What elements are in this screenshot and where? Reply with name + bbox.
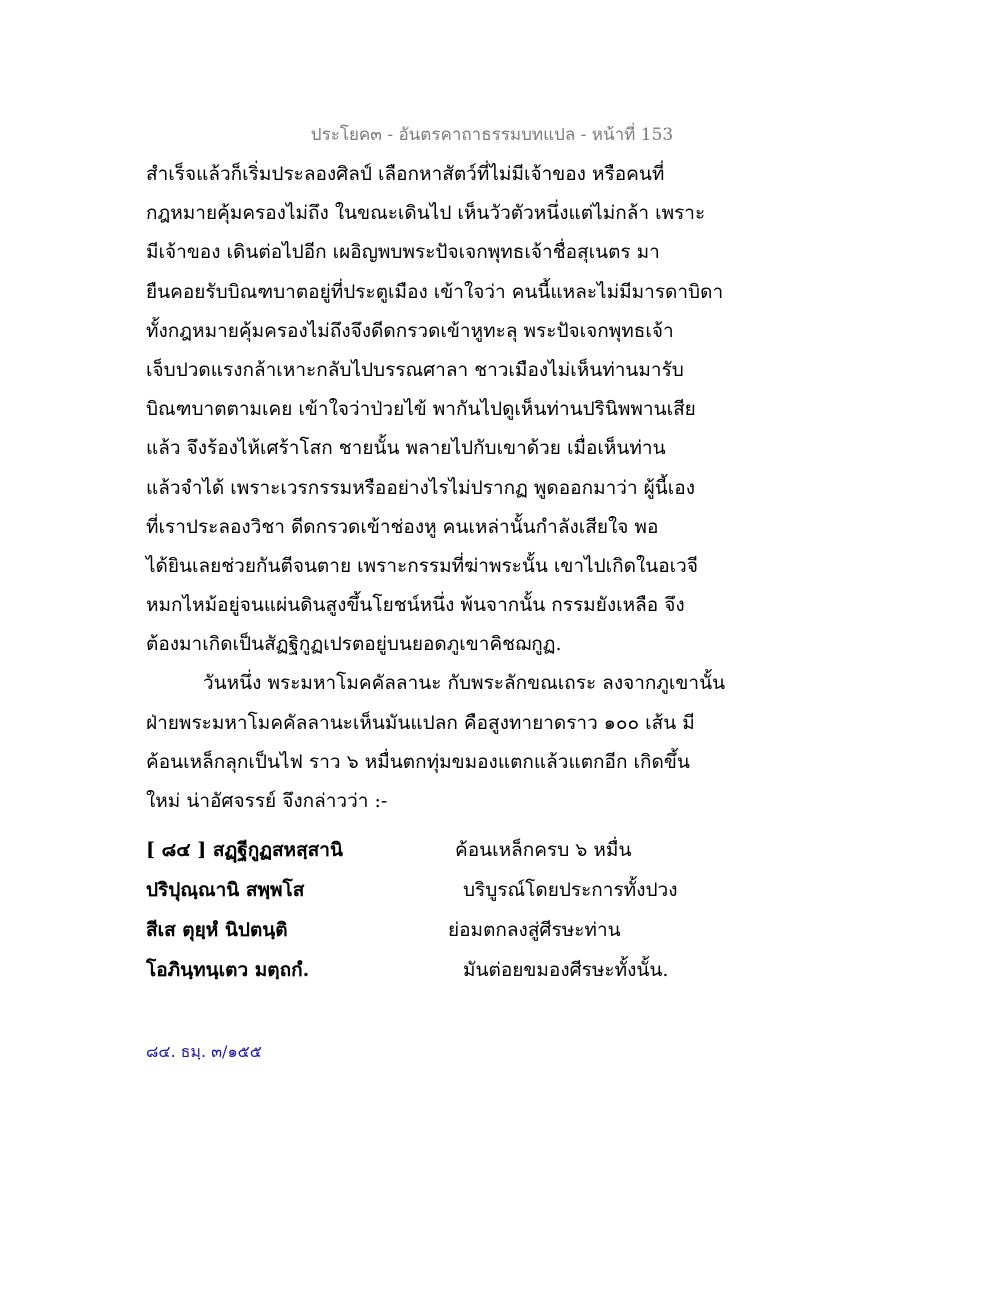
verse-pali: ปริปุณฺณานิ สพฺพโส — [146, 879, 305, 901]
text-line: ได้ยินเลยช่วยกันตีจนตาย เพราะกรรมที่ฆ่าพระนั้น เขาไปเกิดในอเวจี — [146, 554, 698, 577]
verse-translation: ย่อมตกลงสู่ศีรษะท่าน — [448, 919, 621, 941]
verse-row — [146, 950, 766, 990]
verse-translation: บริบูรณ์โดยประการทั้งปวง — [463, 879, 678, 901]
text-line: ใหม่ น่าอัศจรรย์ จึงกล่าวว่า :- — [146, 790, 388, 812]
verse-translation: ค้อนเหล็กครบ ๖ หมื่น — [455, 839, 632, 861]
verse-row — [146, 830, 766, 870]
text-line: หมกไหม้อยู่จนแผ่นดินสูงขึ้นโยชน์หนึ่ง พ้นจากนั้น กรรมยังเหลือ จึง — [146, 594, 685, 617]
verse-pali: สีเส ตุยฺหํ นิปตนฺติ — [146, 919, 288, 941]
text-line: สำเร็จแล้วก็เริ่มประลองศิลป์ เลือกหาสัตว์ที่ไม่มีเจ้าของ หรือคนที่ — [146, 163, 665, 185]
text-line: แล้ว จึงร้องไห้เศร้าโสก ชายนั้น พลายไปกับเขาด้วย เมื่อเห็นท่าน — [146, 437, 666, 460]
verse-row — [146, 910, 766, 950]
paragraph-first-line: วันหนึ่ง พระมหาโมคคัลลานะ กับพระลักขณเถระ ลงจากภูเขานั้น — [203, 672, 726, 695]
verse-translation: มันต่อยขมองศีรษะทั้งนั้น. — [463, 959, 669, 981]
verse-block — [146, 830, 766, 990]
text-line: กฎหมายคุ้มครองไม่ถึง ในขณะเดินไป เห็นวัวตัวหนึ่งแต่ไม่กล้า เพราะ — [146, 202, 706, 225]
text-line: บิณฑบาตตามเคย เข้าใจว่าป่วยไข้ พากันไปดูเห็นท่านปรินิพพานเสีย — [146, 398, 696, 421]
text-line: ทั้งกฎหมายคุ้มครองไม่ถึงจึงดีดกรวดเข้าหูทะลุ พระปัจเจกพุทธเจ้า — [146, 319, 674, 342]
text-line: ต้องมาเกิดเป็นสัฏฐิกูฏเปรตอยู่บนยอดภูเขาคิชฌกูฏ. — [146, 633, 562, 656]
running-title: ประโยค๓ - อันตรคาถาธรรมบทแปล - หน้าที่ 153 — [310, 125, 674, 145]
text-line: ยืนคอยรับบิณฑบาตอยู่ที่ประตูเมือง เข้าใจว่า คนนี้แหละไม่มีมารดาบิดา — [146, 280, 724, 303]
text-line: ที่เราประลองวิชา ดีดกรวดเข้าช่องหู คนเหล่านั้นกำลังเสียใจ พอ — [146, 515, 659, 538]
verse-pali: โอภินฺทนฺเตว มตฺถกํ. — [146, 959, 310, 981]
text-line: ฝ่ายพระมหาโมคคัลลานะเห็นมันแปลก คือสูงทายาดราว ๑๐๐ เส้น มี — [146, 711, 695, 734]
body-text — [146, 155, 746, 821]
footnote: ๘๔. ธมฺ. ๓/๑๕๕ — [146, 1042, 262, 1061]
text-line: ค้อนเหล็กลุกเป็นไฟ ราว ๖ หมื่นตกทุ่มขมองแตกแล้วแตกอีก เกิดขึ้น — [146, 750, 690, 773]
text-line: แล้วจำได้ เพราะเวรกรรมหรืออย่างไรไม่ปรากฏ พูดออกมาว่า ผู้นี้เอง — [146, 476, 695, 499]
text-line: มีเจ้าของ เดินต่อไปอีก เผอิญพบพระปัจเจกพุทธเจ้าชื่อสุเนตร มา — [146, 241, 660, 264]
verse-pali: [ ๘๔ ] สฏฺฐีกูฏสหสฺสานิ — [146, 839, 343, 861]
text-line: เจ็บปวดแรงกล้าเหาะกลับไปบรรณศาลา ชาวเมืองไม่เห็นท่านมารับ — [146, 358, 684, 381]
verse-row — [146, 870, 766, 910]
running-header — [0, 121, 1000, 148]
